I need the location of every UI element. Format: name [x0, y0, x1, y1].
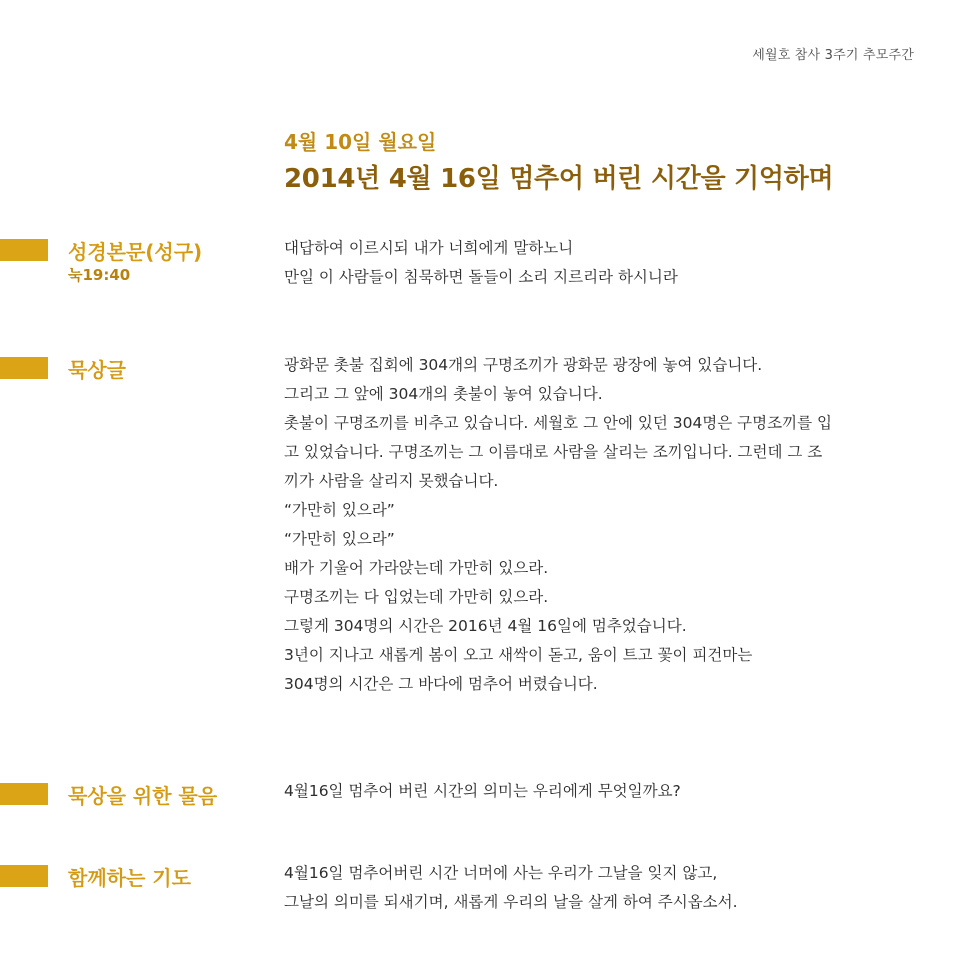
text-line: “가만히 있으라”	[284, 501, 395, 519]
text-line: 광화문 촛불 집회에 304개의 구명조끼가 광화문 광장에 놓여 있습니다.	[284, 356, 763, 374]
section-marker-bar	[0, 239, 48, 261]
date-line: 4월 10일 월요일	[284, 130, 437, 154]
section-label-meditation: 묵상글	[68, 358, 126, 382]
section-marker-bar	[0, 357, 48, 379]
scripture-text	[284, 234, 924, 292]
section-label-scripture: 성경본문(성구)	[68, 240, 203, 264]
text-line: 3년이 지나고 새롭게 봄이 오고 새싹이 돋고, 움이 트고 꽃이 피건마는	[284, 646, 753, 664]
text-line: 304명의 시간은 그 바다에 멈추어 버렸습니다.	[284, 675, 598, 693]
page-title: 2014년 4월 16일 멈추어 버린 시간을 기억하며	[284, 164, 834, 194]
text-line: 4월16일 멈추어버린 시간 너머에 사는 우리가 그날을 잊지 않고,	[284, 864, 718, 882]
text-line: 그날의 의미를 되새기며, 새롭게 우리의 날을 살게 하여 주시옵소서.	[284, 893, 738, 911]
text-line: 그렇게 304명의 시간은 2016년 4월 16일에 멈추었습니다.	[284, 617, 687, 635]
section-label-question: 묵상을 위한 물음	[68, 784, 218, 808]
text-line: 구명조끼는 다 입었는데 가만히 있으라.	[284, 588, 549, 606]
header-tag: 세월호 참사 3주기 추모주간	[752, 48, 914, 63]
text-line: 대답하여 이르시되 내가 너희에게 말하노니	[284, 239, 574, 257]
text-line: 끼가 사람을 살리지 못했습니다.	[284, 472, 499, 490]
text-line: 촛불이 구명조끼를 비추고 있습니다. 세월호 그 안에 있던 304명은 구명조끼를 입	[284, 414, 832, 432]
prayer-text	[284, 859, 924, 917]
section-marker-bar	[0, 783, 48, 805]
text-line: 고 있었습니다. 구명조끼는 그 이름대로 사람을 살리는 조끼입니다. 그런데 그 조	[284, 443, 823, 461]
text-line: 만일 이 사람들이 침묵하면 돌들이 소리 지르리라 하시니라	[284, 268, 678, 286]
text-line: 그리고 그 앞에 304개의 촛불이 놓여 있습니다.	[284, 385, 603, 403]
section-marker-bar	[0, 865, 48, 887]
text-line: “가만히 있으라”	[284, 530, 395, 548]
section-label-prayer: 함께하는 기도	[68, 866, 191, 890]
scripture-reference: 눅19:40	[68, 266, 131, 284]
meditation-text	[284, 351, 924, 699]
text-line: 4월16일 멈추어 버린 시간의 의미는 우리에게 무엇일까요?	[284, 782, 681, 800]
text-line: 배가 기울어 가라앉는데 가만히 있으라.	[284, 559, 549, 577]
question-text	[284, 777, 924, 806]
